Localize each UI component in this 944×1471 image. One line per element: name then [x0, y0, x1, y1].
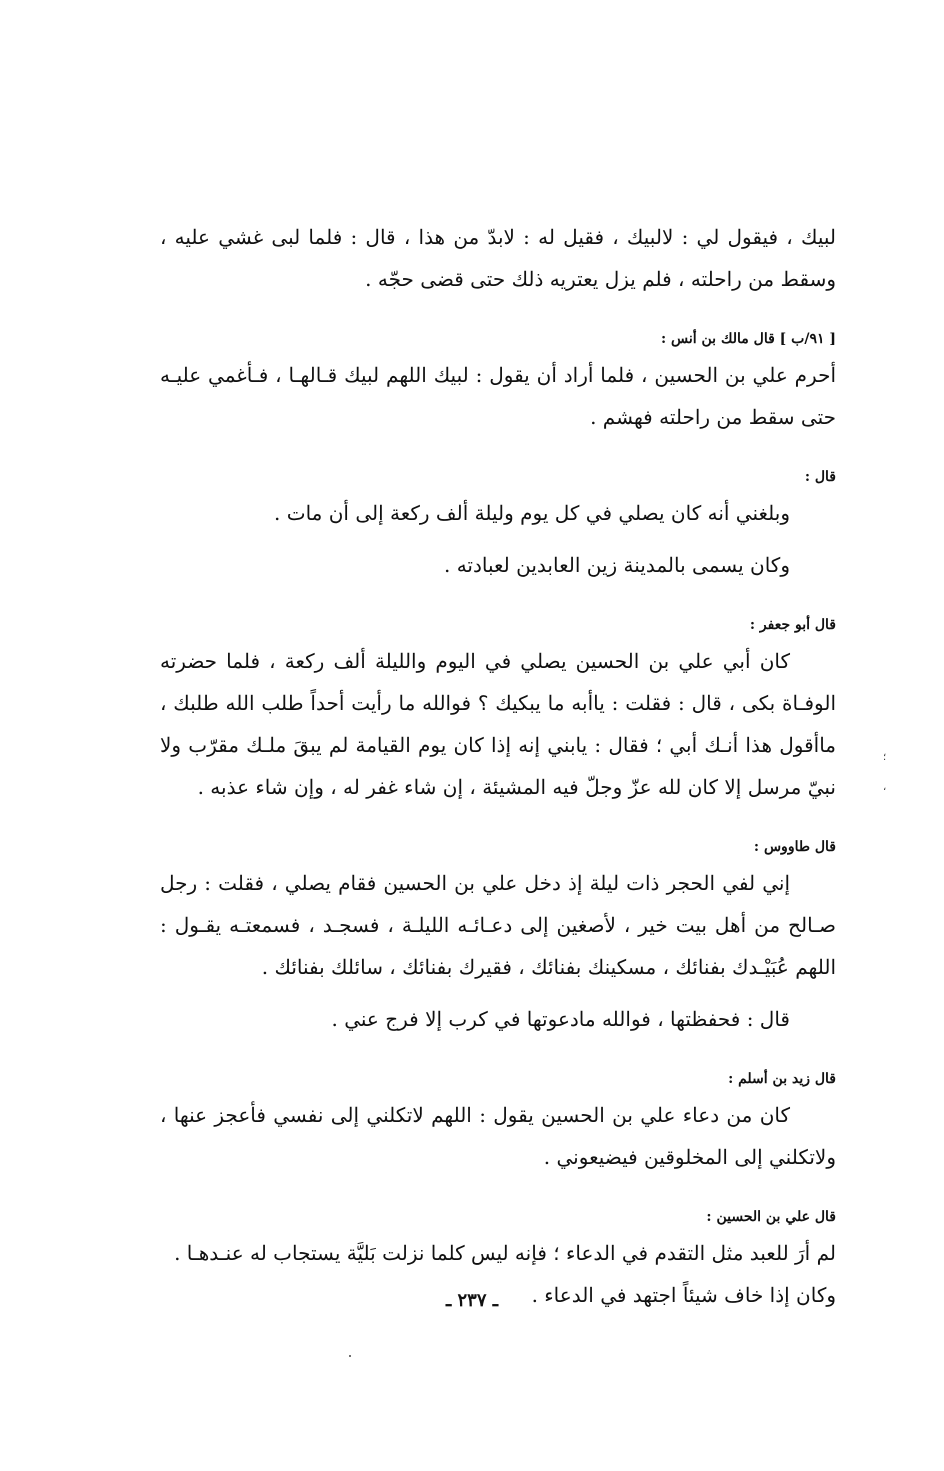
- paragraph-abu-jafar: كان أبي علي بن الحسين يصلي في اليوم والليلة ألف ركعة ، فلما حضرته الوفـاة بكى ، قال : فقلت : ياأبه ما يبكيك ؟ فوالله ما رأيت أحداً طلب الله طلبك ، ماأقول هذا أنـك أبي ؛ فقال : يابني إنه إذا كان يوم القيامة لم يبقَ ملـك مقرّب ولا نبيّ مرسل إلا كان لله عزّ وجلّ فيه المشيئة ، إن شاء غفر له ، وإن شاء عذبه .: [160, 649, 836, 799]
- paragraph-memorized: قال : فحفظتها ، فوالله مادعوتها في كرب إلا فرج عني .: [331, 1007, 790, 1031]
- paragraph-zayd: كان من دعاء علي بن الحسين يقول : اللهم لاتكلني إلى نفسي فأعجز عنها ، ولاتكلني إلى المخلوقين فيضيعوني .: [160, 1103, 836, 1169]
- section-heading-ali: قال علي بن الحسين :: [706, 1209, 836, 1225]
- paragraph-zayn-al-abidin: وكان يسمى بالمدينة زين العابدين لعبادته .: [443, 553, 790, 577]
- paragraph-ali: لم أرَ للعبد مثل التقدم في الدعاء ؛ فإنه ليس كلما نزلت بَليَّة يستجاب له عنـدهـا .: [174, 1241, 836, 1265]
- paragraph-continuation: لبيك ، فيقول لي : لالبيك ، فقيل له : لابدّ من هذا ، قال : فلما لبى غشي عليه ، وسقط من راحلته ، فلم يزل يعتريه ذلك حتى قضى حجّه .: [160, 225, 836, 291]
- section-heading-malik: [ ٩١/ب ] قال مالك بن أنس :: [660, 331, 836, 347]
- paragraph-ihram: أحرم علي بن الحسين ، فلما أراد أن يقول : لبيك اللهم لبيك قـالهـا ، فـأغمي عليـه حتى سقط من راحلته فهشم .: [160, 363, 836, 429]
- paragraph-prayer-count: وبلغني أنه كان يصلي في كل يوم وليلة ألف ركعة إلى أن مات .: [274, 501, 790, 525]
- section-heading-abu-jafar: قال أبو جعفر :: [749, 617, 836, 633]
- margin-mark-lower: ،: [883, 782, 887, 793]
- margin-mark-upper: ؛: [883, 752, 887, 763]
- paragraph-fear: وكان إذا خاف شيئاً اجتهد في الدعاء .: [531, 1283, 836, 1307]
- page-number: ـ ٢٣٧ ـ: [445, 1290, 499, 1311]
- paragraph-tawus: إني لفي الحجر ذات ليلة إذ دخل علي بن الحسين فقام يصلي ، فقلت : رجل صـالح من أهل بيت خير ، لأصغين إلى دعـائـه الليلـة ، فسجـد ، فسمعتـه يقـول : اللهم عُبَيْـدك بفنائك ، مسكينك بفنائك ، فقيرك بفنائك ، سائلك بفنائك .: [160, 871, 837, 979]
- section-heading-zayd: قال زيد بن أسلم :: [728, 1071, 836, 1087]
- scan-speck: [349, 1355, 351, 1357]
- page-body: [160, 216, 836, 1316]
- section-heading-qal: قال :: [804, 469, 836, 485]
- section-heading-tawus: قال طاووس :: [753, 839, 836, 855]
